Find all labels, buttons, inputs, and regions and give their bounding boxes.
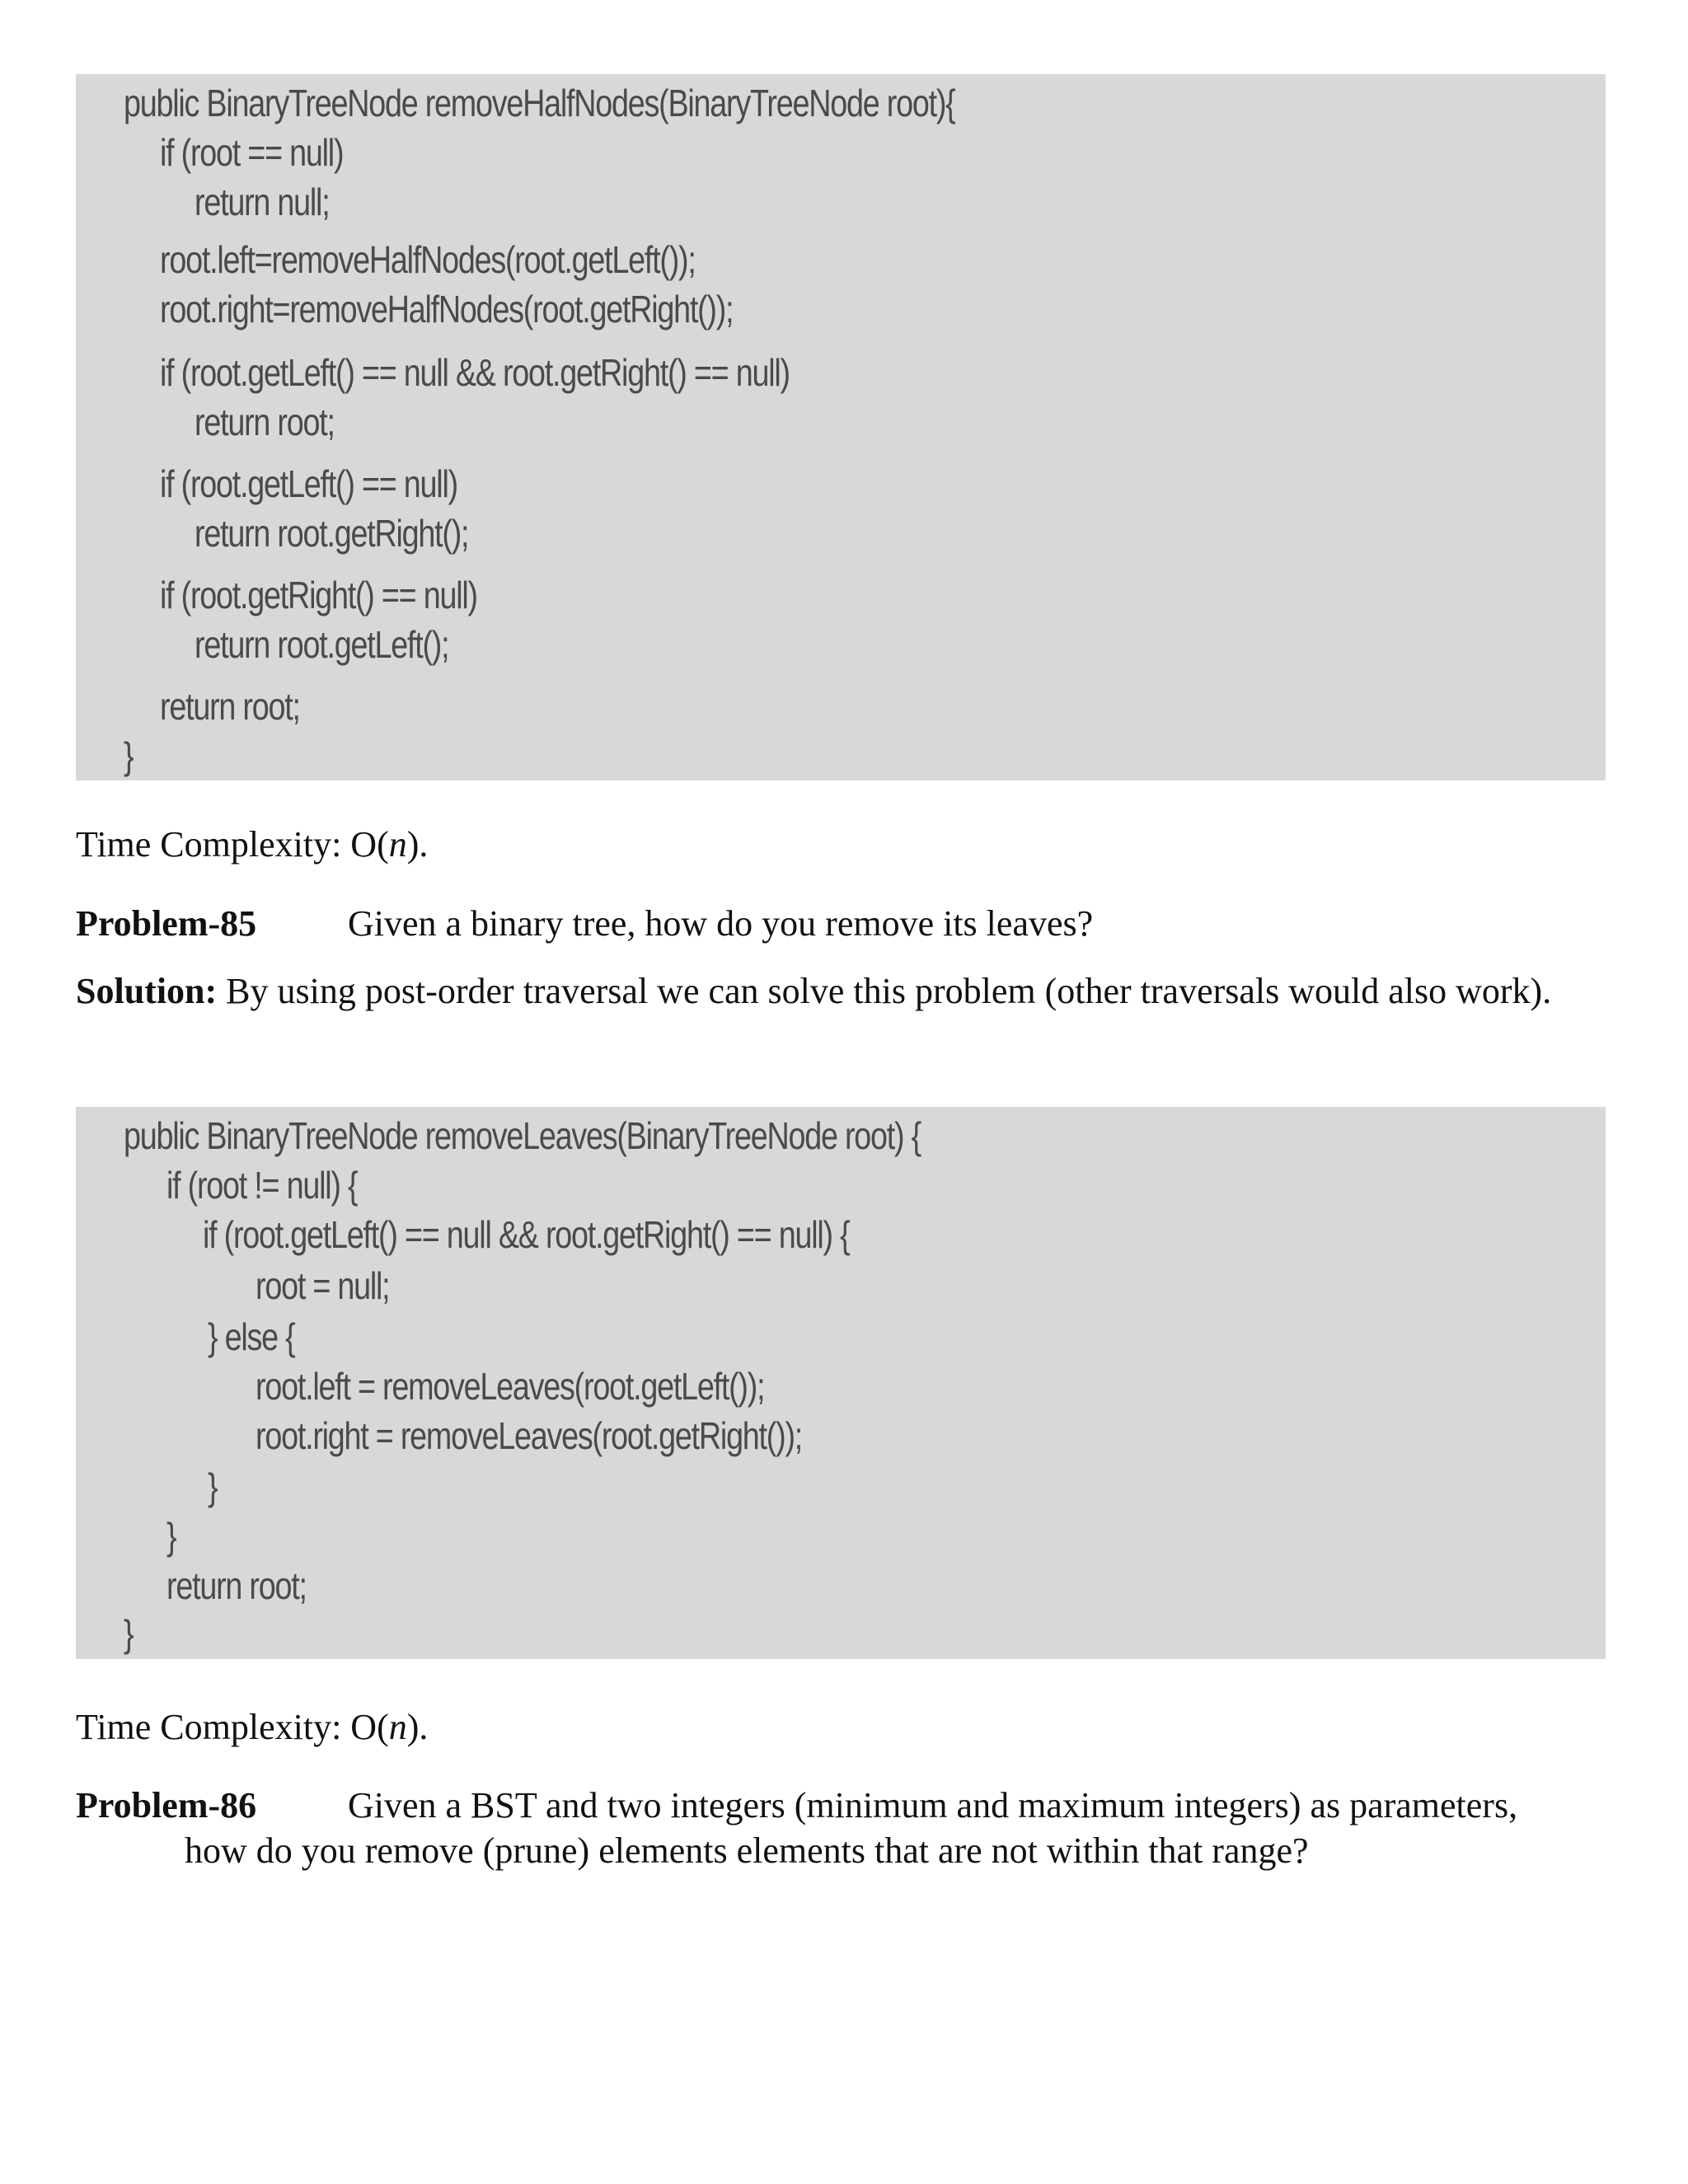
solution-label: Solution: — [76, 971, 218, 1011]
code-line: public BinaryTreeNode removeLeaves(BinaryTreeNode root) { — [124, 1114, 921, 1157]
code-line: return root; — [166, 1564, 307, 1607]
problem-85 — [76, 901, 1606, 946]
code-line: if (root.getRight() == null) — [160, 574, 477, 616]
code-line: root.left = removeLeaves(root.getLeft()); — [256, 1365, 765, 1408]
code-line: return null; — [195, 180, 330, 223]
code-line: } — [208, 1465, 218, 1508]
time-complexity-1: Time Complexity: O(n). — [76, 824, 429, 865]
problem-label: Problem-85 — [76, 903, 257, 944]
code-line: root.right=removeHalfNodes(root.getRight()); — [160, 288, 734, 330]
code-line: if (root.getLeft() == null && root.getRight() == null) — [160, 351, 790, 394]
problem-86 — [76, 1783, 1606, 1828]
code-line: } — [166, 1515, 176, 1558]
problem-text-line-1: Given a BST and two integers (minimum and maximum integers) as parameters, — [348, 1785, 1518, 1825]
code-line: return root; — [195, 401, 335, 443]
problem-label: Problem-86 — [76, 1785, 257, 1825]
problem-text: Given a binary tree, how do you remove its leaves? — [348, 903, 1094, 944]
code-line: } — [124, 734, 134, 777]
code-line: root = null; — [256, 1264, 390, 1307]
code-line: root.left=removeHalfNodes(root.getLeft()); — [160, 238, 696, 281]
code-block-remove-leaves — [76, 1107, 1606, 1659]
code-line: } — [124, 1612, 134, 1655]
time-complexity-2: Time Complexity: O(n). — [76, 1707, 429, 1747]
problem-text-line-2: how do you remove (prune) elements elements that are not within that range? — [185, 1830, 1309, 1871]
code-line: if (root.getLeft() == null && root.getRight() == null) { — [203, 1213, 850, 1256]
code-line: public BinaryTreeNode removeHalfNodes(BinaryTreeNode root){ — [124, 82, 955, 124]
code-line: if (root.getLeft() == null) — [160, 462, 457, 505]
code-line: } else { — [208, 1315, 295, 1358]
solution-85 — [76, 968, 1606, 1014]
code-line: if (root == null) — [160, 131, 344, 174]
code-line: return root.getLeft(); — [195, 623, 449, 666]
code-block-remove-half-nodes — [76, 74, 1606, 780]
code-line: return root.getRight(); — [195, 512, 469, 555]
solution-text: By using post-order traversal we can solve this problem (other traversals would also work). — [217, 971, 1552, 1011]
code-line: return root; — [160, 685, 300, 728]
code-line: if (root != null) { — [166, 1164, 358, 1207]
code-line: root.right = removeLeaves(root.getRight()); — [256, 1414, 803, 1457]
